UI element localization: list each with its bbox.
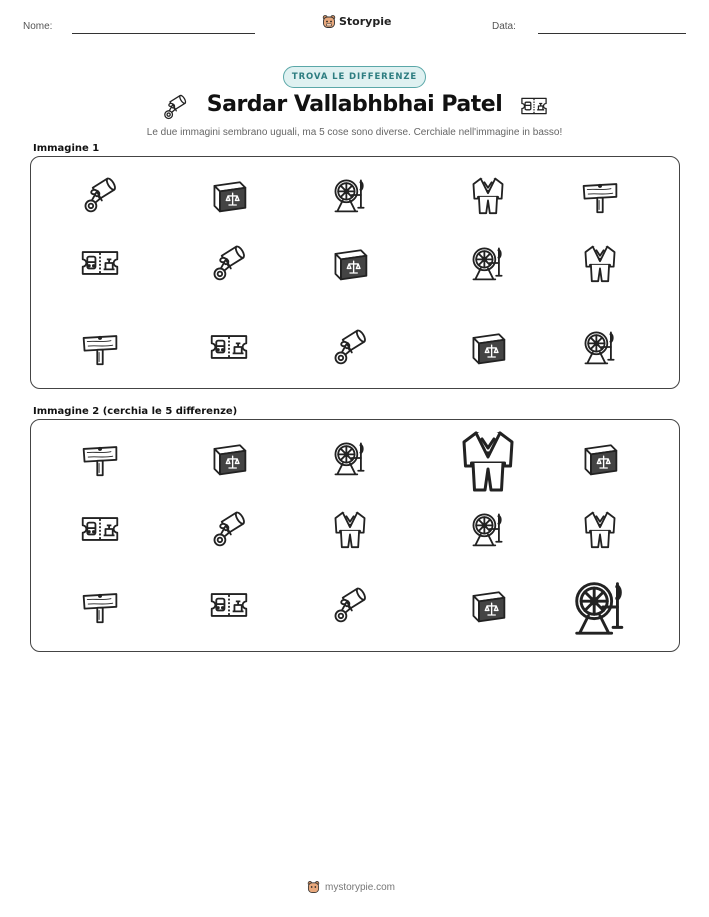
storypie-mascot-icon — [322, 14, 336, 29]
panel2-label: Immagine 2 (cerchia le 5 differenze) — [33, 406, 238, 417]
suit-icon — [580, 243, 620, 283]
law-book-icon[interactable] — [209, 438, 249, 478]
diploma-scroll-icon — [209, 243, 249, 283]
instructions: Le due immagini sembrano uguali, ma 5 cose sono diverse. Cerchiale nell'immagine in basso! — [146, 127, 563, 138]
brand-logo — [322, 14, 391, 29]
page-title: Sardar Vallabhbhai Patel — [206, 92, 503, 117]
wooden-sign-icon — [80, 327, 120, 367]
wooden-sign-icon — [580, 175, 620, 215]
diploma-scroll-icon[interactable] — [330, 585, 370, 625]
law-book-icon[interactable] — [468, 585, 508, 625]
ticket-icon[interactable] — [209, 585, 249, 625]
name-label: Nome: — [23, 21, 53, 32]
title-ticket-icon — [520, 96, 548, 120]
footer-mascot-icon — [307, 880, 320, 894]
law-book-icon[interactable] — [580, 438, 620, 478]
name-line[interactable] — [72, 33, 255, 34]
activity-badge: TROVA LE DIFFERENZE — [283, 66, 426, 88]
brand-name: Storypie — [339, 15, 392, 28]
ticket-icon — [209, 327, 249, 367]
spinning-wheel-icon[interactable] — [568, 575, 632, 639]
spinning-wheel-icon — [468, 243, 508, 283]
diploma-scroll-icon[interactable] — [209, 509, 249, 549]
suit-icon — [468, 175, 508, 215]
date-line[interactable] — [538, 33, 686, 34]
law-book-icon — [330, 243, 370, 283]
suit-icon[interactable] — [330, 509, 370, 549]
wooden-sign-icon[interactable] — [80, 438, 120, 478]
spinning-wheel-icon[interactable] — [468, 509, 508, 549]
spinning-wheel-icon — [580, 327, 620, 367]
suit-icon[interactable] — [455, 427, 521, 493]
suit-icon[interactable] — [580, 509, 620, 549]
diploma-scroll-icon — [80, 175, 120, 215]
wooden-sign-icon[interactable] — [80, 585, 120, 625]
law-book-icon — [209, 175, 249, 215]
spinning-wheel-icon — [330, 175, 370, 215]
ticket-icon — [80, 243, 120, 283]
footer-url: mystorypie.com — [325, 881, 396, 893]
date-label: Data: — [492, 21, 516, 32]
panel1-label: Immagine 1 — [33, 143, 100, 154]
footer — [307, 880, 395, 894]
law-book-icon — [468, 327, 508, 367]
diploma-scroll-icon — [330, 327, 370, 367]
ticket-icon[interactable] — [80, 509, 120, 549]
spinning-wheel-icon[interactable] — [330, 438, 370, 478]
